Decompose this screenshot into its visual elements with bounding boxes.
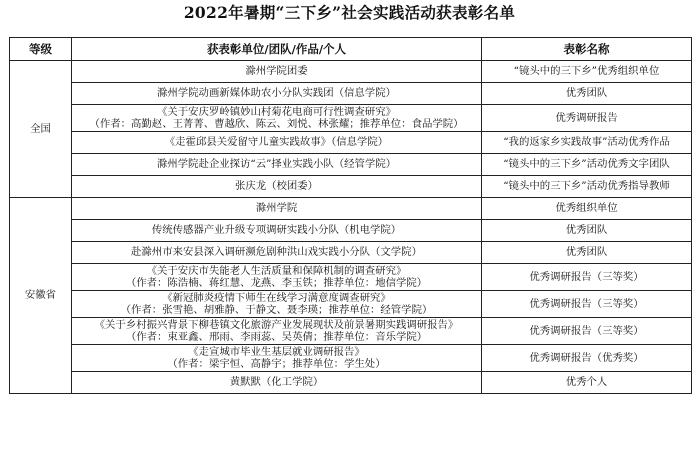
unit-cell — [72, 291, 482, 318]
unit-line: 滁州学院 — [255, 202, 298, 214]
unit-line: 赴滁州市来安县深入调研濒危剧种洪山戏实践小分队（文学院） — [131, 246, 422, 258]
unit-line: 张庆龙（校团委） — [234, 180, 319, 192]
unit-line: 《关于乡村振兴背景下柳巷镇文化旅游产业发展现状及前景暑期实践调研报告》 — [94, 318, 459, 331]
level-cell: 全国 — [10, 61, 72, 198]
table-row — [10, 83, 692, 105]
table-row — [10, 264, 692, 291]
unit-line: 《新冠肺炎疫情下师生在线学习满意度调查研究》 — [162, 291, 391, 304]
table-row — [10, 61, 692, 83]
unit-line: 滁州学院团委 — [245, 65, 308, 77]
table-row — [10, 372, 692, 394]
table-row — [10, 318, 692, 345]
unit-cell — [72, 242, 482, 264]
honor-cell: “镜头中的三下乡”优秀组织单位 — [482, 61, 692, 83]
unit-line: 滁州学院赴企业探访“云”择业实践小队（经管学院） — [156, 158, 397, 170]
unit-line: 《关于安庆罗岭镇妙山村菊花电商可行性调查研究》 — [157, 105, 396, 118]
unit-cell — [72, 318, 482, 345]
header-unit: 获表彰单位/团队/作品/个人 — [72, 38, 482, 61]
unit-cell — [72, 198, 482, 220]
table-row — [10, 291, 692, 318]
unit-line: 《走霍邱县关爱留守儿童实践故事》（信息学院） — [164, 136, 389, 148]
awards-table — [9, 37, 692, 394]
unit-line: 黄默默（化工学院） — [229, 376, 324, 388]
honor-cell: 优秀组织单位 — [482, 198, 692, 220]
honor-cell: 优秀团队 — [482, 220, 692, 242]
honor-cell: 优秀调研报告（优秀奖） — [482, 345, 692, 372]
table-body — [10, 61, 692, 394]
honor-cell: “镜头中的三下乡”活动优秀指导教师 — [482, 176, 692, 198]
table-row — [10, 176, 692, 198]
table-row — [10, 242, 692, 264]
honor-cell: 优秀调研报告（三等奖） — [482, 291, 692, 318]
header-level: 等级 — [10, 38, 72, 61]
level-cell: 安徽省 — [10, 198, 72, 394]
unit-cell — [72, 105, 482, 132]
honor-cell: “镜头中的三下乡”活动优秀文字团队 — [482, 154, 692, 176]
table-row — [10, 345, 692, 372]
unit-cell — [72, 345, 482, 372]
unit-cell — [72, 154, 482, 176]
unit-subline: （作者：陈浩楠、蒋红慧、龙燕、李玉铁；推荐单位：地信学院） — [125, 277, 428, 289]
honor-cell: 优秀团队 — [482, 83, 692, 105]
unit-subline: （作者：束亚鑫、邢雨、李雨蕊、吴英倩；推荐单位：音乐学院） — [125, 331, 428, 343]
table-row — [10, 154, 692, 176]
unit-cell — [72, 83, 482, 105]
unit-cell — [72, 372, 482, 394]
unit-subline: （作者：高勤赵、王菁菁、曹越欣、陈云、刘悦、林张耀；推荐单位：食品学院） — [89, 118, 464, 130]
header-honor: 表彰名称 — [482, 38, 692, 61]
honor-cell: 优秀调研报告（三等奖） — [482, 318, 692, 345]
table-row — [10, 132, 692, 154]
unit-line: 传统传感器产业升级专项调研实践小分队（机电学院） — [151, 224, 402, 236]
unit-cell — [72, 61, 482, 83]
table-header-row — [10, 38, 692, 61]
honor-cell: 优秀调研报告（三等奖） — [482, 264, 692, 291]
unit-cell — [72, 176, 482, 198]
unit-cell — [72, 132, 482, 154]
honor-cell: “我的返家乡实践故事”活动优秀作品 — [482, 132, 692, 154]
honor-cell: 优秀个人 — [482, 372, 692, 394]
unit-line: 滁州学院动画新媒体助农小分队实践团（信息学院） — [157, 87, 396, 99]
honor-cell: 优秀调研报告 — [482, 105, 692, 132]
table-row — [10, 105, 692, 132]
table-row — [10, 220, 692, 242]
unit-line: 《关于安庆市失能老人生活质量和保障机制的调查研究》 — [146, 264, 407, 277]
unit-subline: （作者：梁宇恒、高静宇；推荐单位：学生处） — [167, 358, 386, 370]
honor-cell: 优秀团队 — [482, 242, 692, 264]
page-title: 2022年暑期“三下乡”社会实践活动获表彰名单 — [183, 3, 516, 22]
unit-subline: （作者：张雪艳、胡雅静、于静文、聂李瑛；推荐单位：经管学院） — [120, 304, 433, 316]
unit-cell — [72, 220, 482, 242]
table-row — [10, 198, 692, 220]
unit-line: 《走宣城市毕业生基层就业调研报告》 — [188, 345, 365, 358]
unit-cell — [72, 264, 482, 291]
